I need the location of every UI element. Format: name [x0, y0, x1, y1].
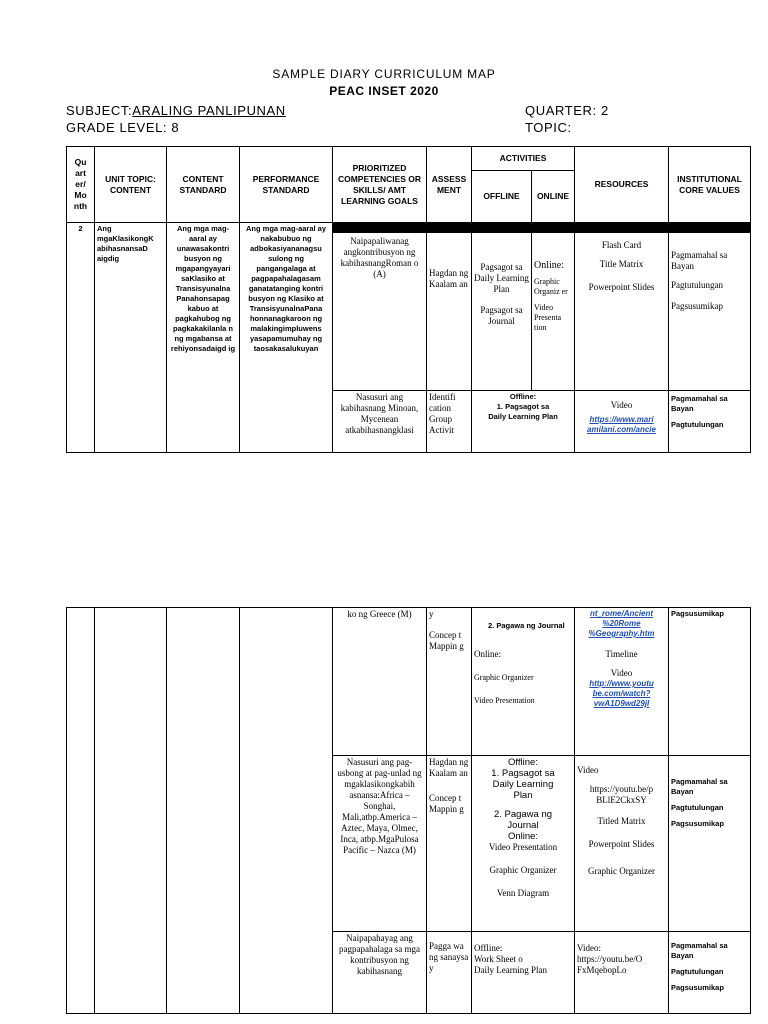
value-d-2: Pagtutulungan — [671, 967, 724, 976]
cell-values-a — [669, 233, 751, 391]
cell-assessment-c — [427, 756, 472, 932]
assessment-b-cont-2: Concep t Mappin g — [429, 630, 464, 651]
resource-c-2[interactable]: https://youtu.be/p BLlE2CkxSY — [589, 784, 654, 805]
cell-activities-b-cont — [472, 608, 575, 756]
resource-a-2: Title Matrix — [599, 259, 644, 269]
value-a-2: Pagtutulungan — [671, 280, 724, 290]
activities-b-offline: Offline: — [509, 392, 537, 401]
activities-c-item1: 1. Pagsagot sa Daily Learning Plan — [491, 768, 555, 801]
resource-b-link2[interactable]: http://www.youtu be.com/watch? vwA1D9wd29jl — [589, 679, 654, 708]
activities-b-online-2: Video Presentation — [474, 696, 535, 705]
quarter-label: QUARTER: 2 — [525, 103, 609, 118]
header-activities: ACTIVITIES — [472, 147, 575, 171]
cell-resources-b — [575, 391, 669, 453]
cell-assessment-a — [427, 233, 472, 391]
resource-c-3: Titled Matrix — [597, 816, 646, 826]
activities-c-online: Online: — [507, 831, 539, 842]
offline-a-item1: Pagsagot sa Daily Learning Plan — [474, 262, 529, 294]
curriculum-map-table-continued — [66, 607, 751, 1014]
cell-resources-c — [575, 756, 669, 932]
subject-line — [66, 103, 286, 118]
cell-empty — [240, 608, 333, 1014]
activities-c-item2: 2. Pagawa ng Journal — [493, 809, 553, 831]
cell-empty — [167, 608, 240, 1014]
cell-offline-a — [472, 233, 532, 391]
cell-quarter: 2 — [67, 223, 95, 453]
value-b-1: Pagmamahal sa Bayan — [671, 394, 728, 413]
resource-a-3: Powerpoint Slides — [588, 282, 655, 292]
activities-d-2: Work Sheet o — [474, 954, 523, 964]
activities-b-item2: 2. Pagawa ng Journal — [488, 621, 565, 630]
assessment-b-cont-1: y — [429, 609, 434, 619]
cell-unit-topic: Ang mgaKlasikongK abihasnansaD aigdig — [95, 223, 167, 453]
cell-activities-d — [472, 932, 575, 1014]
black-bar — [472, 223, 532, 233]
header-content-standard: CONTENT STANDARD — [167, 147, 240, 223]
cell-performance-standard: Ang mga mag-aaral ay nakabubuo ng adbokasiyananagsu sulong ng pangangalaga at pagpapahalagasam ganatatanging kontri busyon ng Klasiko at TransisyunalnaPana honnanagkaroon ng malakingimpluwens yasapamumuhay ng taosakasalukuyan — [240, 223, 333, 453]
document-title: SAMPLE DIARY CURRICULUM MAP — [272, 67, 496, 81]
activities-c-online-3: Venn Diagram — [496, 888, 550, 898]
black-bar — [333, 223, 427, 233]
cell-online-a — [532, 233, 575, 391]
topic-label: TOPIC: — [525, 120, 572, 135]
cell-activities-b — [472, 391, 575, 453]
curriculum-map-table — [66, 146, 751, 453]
cell-competency-a — [333, 233, 427, 391]
cell-resources-a — [575, 233, 669, 391]
cell-empty — [95, 608, 167, 1014]
header-core-values: INSTITUTIONAL CORE VALUES — [669, 147, 751, 223]
document-subtitle: PEAC INSET 2020 — [329, 84, 439, 98]
cell-content-standard: Ang mga mag-aaral ay unawasakontri busyon ng mgapangyayari saKlasiko at Transisyunalna Panahonsapag kabuo at pagkahubog ng pagkakakilanla n ng mgabansa at rehiyonsadaigd ig — [167, 223, 240, 453]
header-competencies: PRIORITIZED COMPETENCIES OR SKILLS/ AMT LEARNING GOALS — [333, 147, 427, 223]
resource-b-video2: Video — [610, 668, 633, 678]
cell-activities-c — [472, 756, 575, 932]
resource-b-link-cont[interactable]: nt_rome/Ancient %20Rome %Geography.htm — [588, 609, 655, 638]
resource-d-2[interactable]: https://youtu.be/O FxMqebopLo — [577, 954, 643, 975]
cell-values-b — [669, 391, 751, 453]
resource-b-video: Video — [610, 400, 633, 410]
header-assessment: ASSESS MENT — [427, 147, 472, 223]
assessment-c-2: Concep t Mappin g — [429, 793, 464, 814]
activities-d-3: Daily Learning Plan — [474, 965, 547, 975]
value-d-3: Pagsusumikap — [671, 983, 724, 992]
cell-assessment-b: Identifi cation Group Activit — [427, 391, 472, 453]
cell-competency-b: Nasusuri ang kabihasnang Minoan, Mycenean atkabihasnangklasi — [333, 391, 427, 453]
activities-c-online-1: Video Presentation — [488, 842, 558, 852]
header-resources: RESOURCES — [575, 147, 669, 223]
grade-level-label: GRADE LEVEL: 8 — [66, 120, 180, 135]
value-c-3: Pagsusumikap — [671, 819, 724, 828]
resource-b-link[interactable]: https://www.mari amilani.com/ancie — [587, 415, 656, 434]
black-bar — [575, 223, 669, 233]
value-c-2: Pagtutulungan — [671, 803, 724, 812]
online-a-item2: Video Presenta tion — [534, 303, 562, 332]
value-b-2: Pagtutulungan — [671, 420, 724, 429]
cell-competency-b-cont: ko ng Greece (M) — [333, 608, 427, 756]
cell-empty — [67, 608, 95, 1014]
header-performance-standard: PERFORMANCE STANDARD — [240, 147, 333, 223]
subject-value: ARALING PANLIPUNAN — [132, 103, 286, 118]
resource-b-timeline: Timeline — [605, 649, 638, 659]
cell-competency-d: Naipapahayag ang pagpapahalaga sa mga kontribusyon ng kabihasnang — [333, 932, 427, 1014]
competency-a-text: Naipapaliwanag angkontribusyon ng kabihasnangRoman o (A) — [340, 236, 419, 279]
activities-b-item1: 1. Pagsagot sa Daily Learning Plan — [488, 402, 558, 421]
value-a-1: Pagmamahal sa Bayan — [671, 250, 728, 271]
activities-b-online-1: Graphic Organizer — [474, 673, 534, 682]
online-a-item1: Graphic Organiz er — [534, 277, 568, 296]
cell-competency-c: Nasusuri ang pag-usbong at pag-unlad ng mgaklasikongkabih asnansa:Africa – Songhai, Mali,atbp.America – Aztec, Maya, Olmec, Inca, atbp.MgaPulosa Pacific – Nazca (M) — [333, 756, 427, 932]
cell-values-b-cont: Pagsusumikap — [669, 608, 751, 756]
activities-c-offline: Offline: — [508, 757, 538, 768]
offline-a-item2: Pagsagot sa Journal — [480, 305, 523, 326]
black-bar — [532, 223, 575, 233]
subject-label: SUBJECT: — [66, 103, 133, 118]
cell-resources-d — [575, 932, 669, 1014]
activities-b-online: Online: — [474, 649, 501, 659]
assessment-a-text: Hagdan ng Kaalam an — [429, 268, 469, 289]
activities-d-1: Offline: — [474, 943, 503, 953]
assessment-d-text: Pagga wa ng sanaysa y — [429, 941, 469, 973]
cell-resources-b-cont — [575, 608, 669, 756]
black-bar — [427, 223, 472, 233]
resource-a-1: Flash Card — [601, 240, 642, 250]
header-offline: OFFLINE — [472, 171, 532, 223]
header-quarter: Qu art er/ Mo nth — [67, 147, 95, 223]
assessment-c-1: Hagdan ng Kaalam an — [429, 757, 469, 778]
value-c-1: Pagmamahal sa Bayan — [671, 777, 728, 796]
cell-values-d — [669, 932, 751, 1014]
cell-values-c — [669, 756, 751, 932]
header-unit-topic: UNIT TOPIC: CONTENT — [95, 147, 167, 223]
header-online: ONLINE — [532, 171, 575, 223]
black-bar — [669, 223, 751, 233]
cell-assessment-b-cont — [427, 608, 472, 756]
cell-assessment-d — [427, 932, 472, 1014]
resource-c-4: Powerpoint Slides — [588, 839, 655, 849]
value-d-1: Pagmamahal sa Bayan — [671, 941, 728, 960]
resource-d-1: Video: — [577, 943, 601, 953]
resource-c-1: Video — [577, 765, 599, 775]
activities-c-online-2: Graphic Organizer — [489, 865, 557, 875]
online-a-label: Online: — [534, 260, 564, 271]
resource-c-5: Graphic Organizer — [587, 866, 656, 876]
value-a-3: Pagsusumikap — [671, 301, 724, 311]
